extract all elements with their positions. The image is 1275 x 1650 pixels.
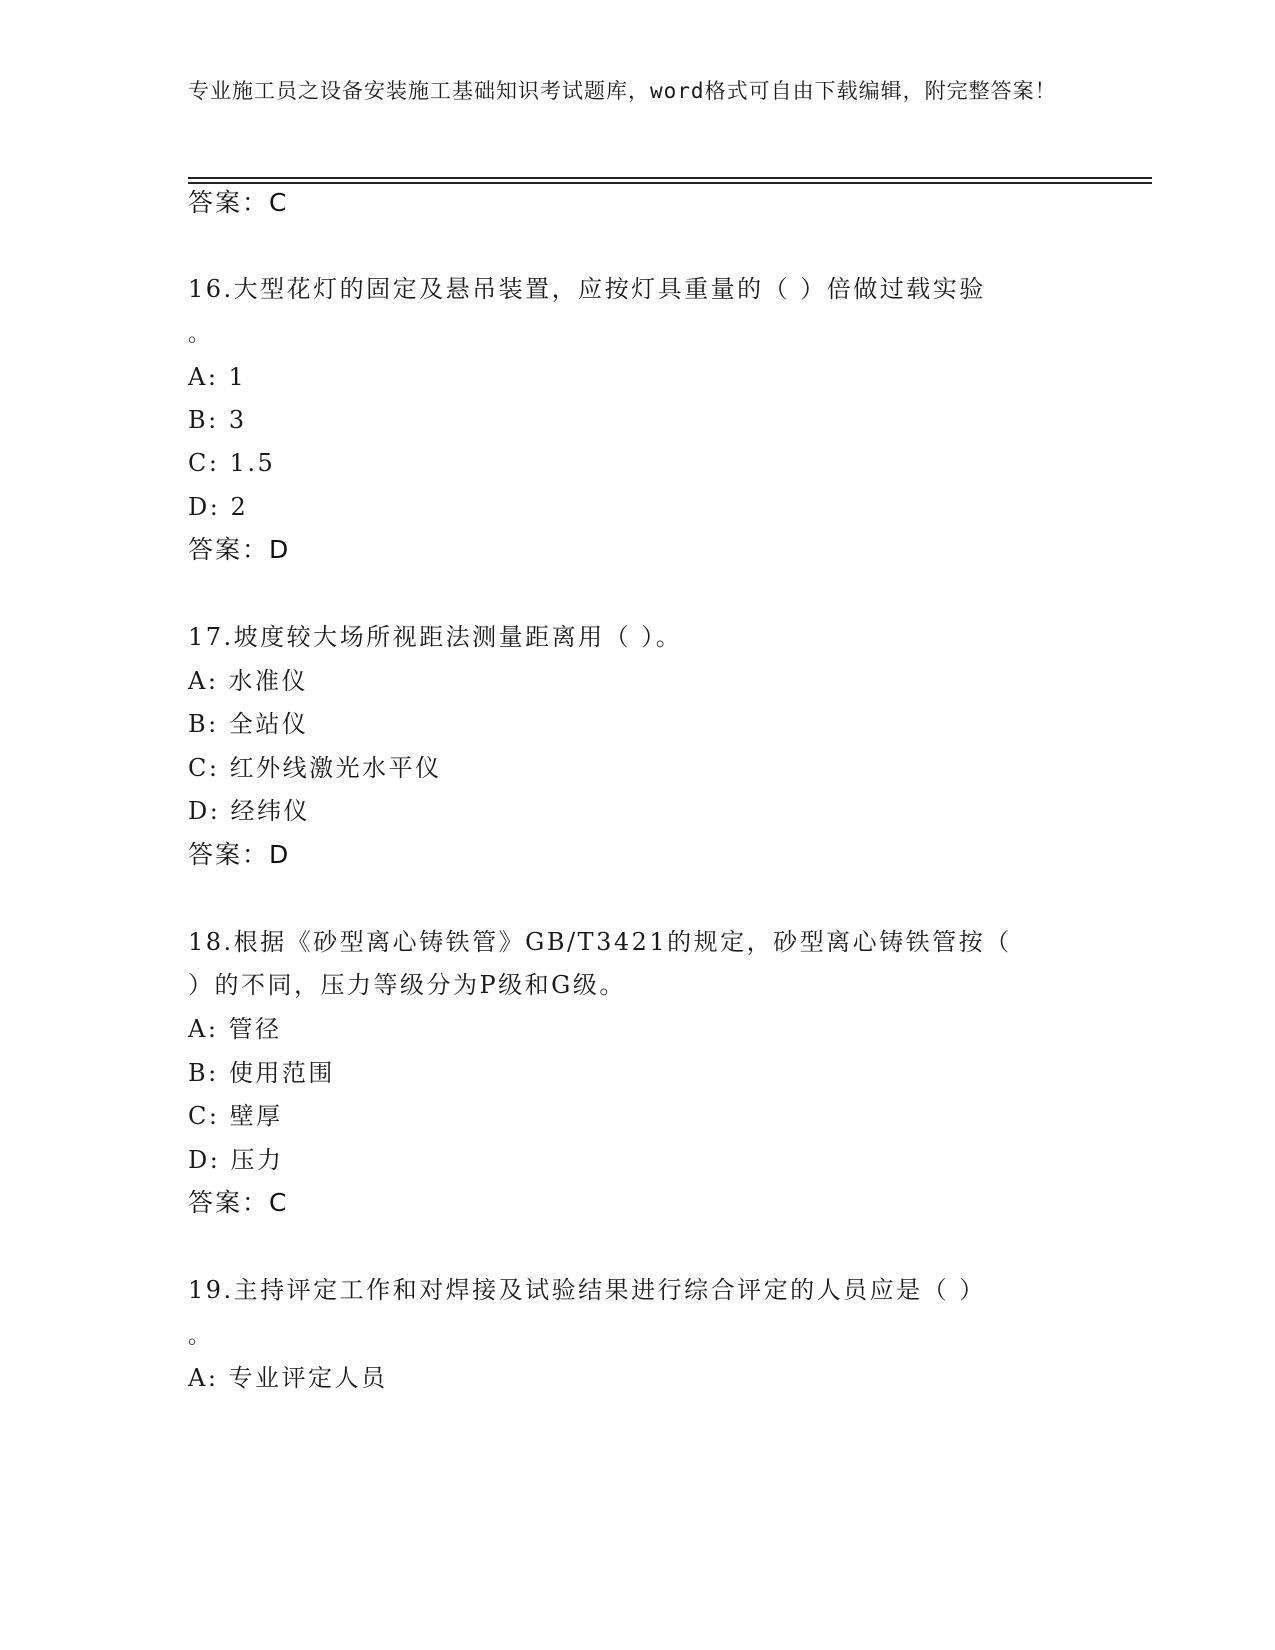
answer-q15: 答案：C	[188, 188, 289, 217]
question-18-option-d: D: 压力	[188, 1146, 284, 1174]
question-16-stem: 16.大型花灯的固定及悬吊装置，应按灯具重量的（ ）倍做过载实验	[188, 275, 986, 303]
question-19-stem: 19.主持评定工作和对焊接及试验结果进行综合评定的人员应是（ ）	[188, 1276, 986, 1304]
question-18-stem: 18.根据《砂型离心铸铁管》GB/T3421的规定，砂型离心铸铁管按（	[188, 928, 1012, 956]
question-18-option-a: A: 管径	[188, 1015, 282, 1043]
document-header: 专业施工员之设备安装施工基础知识考试题库，word格式可自由下载编辑，附完整答案！	[188, 79, 1057, 103]
question-16-stem-cont: 。	[188, 322, 213, 347]
question-16-option-d: D: 2	[188, 493, 249, 521]
question-18-option-b: B: 使用范围	[188, 1059, 335, 1087]
question-17-option-d: D: 经纬仪	[188, 797, 310, 825]
question-19-stem-cont: 。	[188, 1324, 213, 1349]
header-divider-top	[188, 177, 1152, 179]
question-17-stem: 17.坡度较大场所视距法测量距离用（ ）。	[188, 623, 683, 651]
question-16-option-c: C: 1.5	[188, 449, 276, 477]
question-16-option-b: B: 3	[188, 406, 247, 434]
header-divider-bottom	[188, 182, 1152, 184]
answer-q17: 答案：D	[188, 840, 291, 869]
question-16-option-a: A: 1	[188, 363, 247, 391]
question-17-option-c: C: 红外线激光水平仪	[188, 754, 442, 782]
question-19-option-a: A: 专业评定人员	[188, 1364, 388, 1392]
question-17-option-a: A: 水准仪	[188, 667, 309, 695]
answer-q16: 答案：D	[188, 535, 291, 564]
question-18-option-c: C: 壁厚	[188, 1102, 283, 1130]
question-17-option-b: B: 全站仪	[188, 710, 309, 738]
answer-q18: 答案：C	[188, 1188, 289, 1217]
question-18-stem-cont: ）的不同，压力等级分为P级和G级。	[188, 971, 626, 999]
